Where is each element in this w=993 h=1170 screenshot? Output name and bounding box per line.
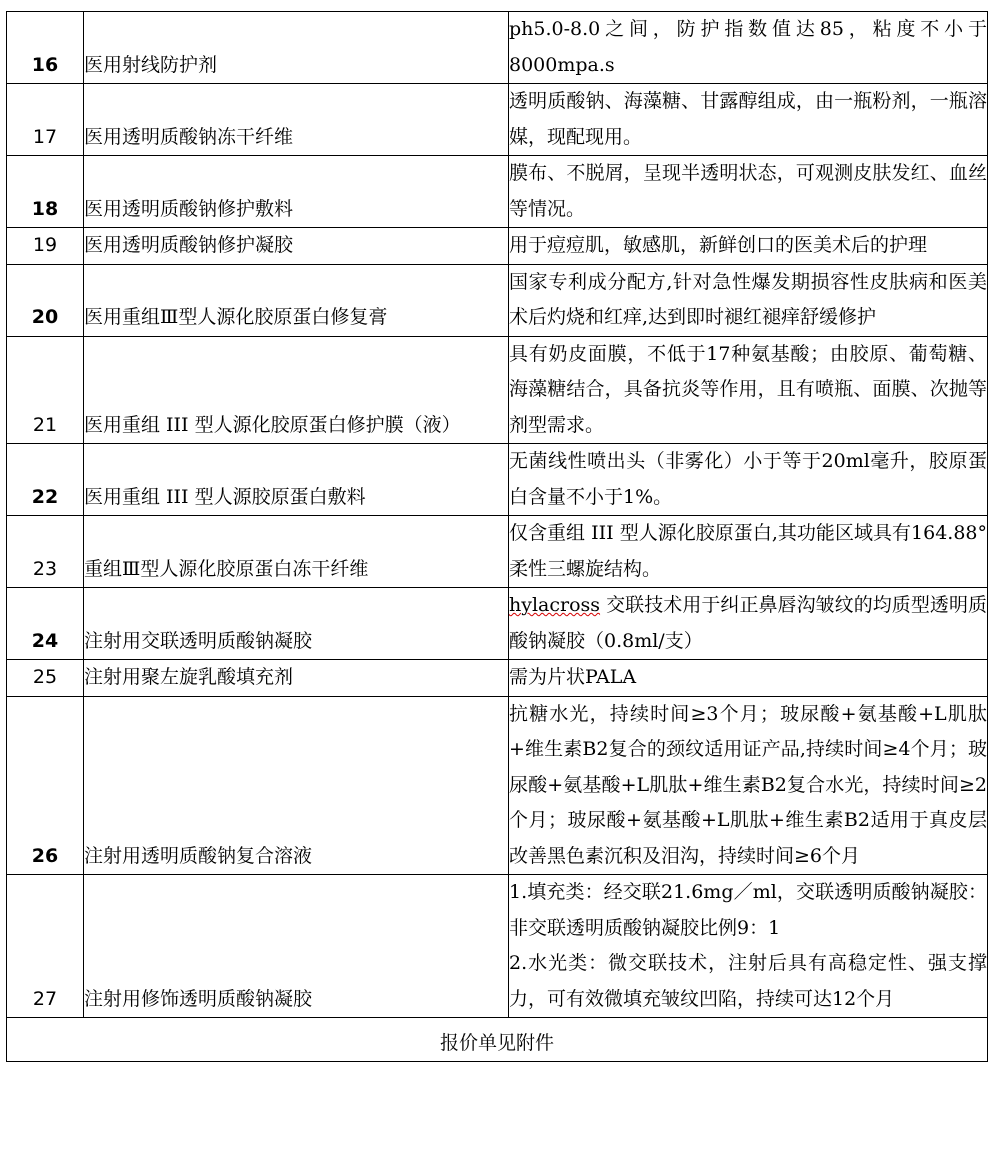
product-description xyxy=(509,588,988,660)
product-name: 医用射线防护剂 xyxy=(84,12,509,84)
spec-table-body xyxy=(7,12,988,1018)
row-number: 26 xyxy=(7,696,84,875)
row-number: 23 xyxy=(7,516,84,588)
description-paragraph: 无菌线性喷出头（非雾化）小于等于20ml毫升，胶原蛋白含量不小于1%。 xyxy=(509,450,987,508)
description-paragraph: 用于痘痘肌，敏感肌，新鲜创口的医美术后的护理 xyxy=(509,234,928,256)
row-number: 25 xyxy=(7,660,84,697)
table-row xyxy=(7,156,988,228)
description-paragraph: 仅含重组 III 型人源化胶原蛋白,其功能区域具有164.88°柔性三螺旋结构。 xyxy=(509,522,987,580)
row-number: 16 xyxy=(7,12,84,84)
product-name: 医用重组 III 型人源化胶原蛋白修护膜（液） xyxy=(84,336,509,444)
product-name: 注射用修饰透明质酸钠凝胶 xyxy=(84,875,509,1018)
product-name: 医用透明质酸钠冻干纤维 xyxy=(84,84,509,156)
row-number: 20 xyxy=(7,264,84,336)
row-number: 21 xyxy=(7,336,84,444)
product-description xyxy=(509,875,988,1018)
product-name: 医用透明质酸钠修护凝胶 xyxy=(84,228,509,265)
table-row xyxy=(7,84,988,156)
description-paragraph: 1.填充类：经交联21.6mg／ml，交联透明质酸钠凝胶：非交联透明质酸钠凝胶比例9：1 xyxy=(509,881,987,939)
row-number: 24 xyxy=(7,588,84,660)
product-name: 医用透明质酸钠修护敷料 xyxy=(84,156,509,228)
description-paragraph: ph5.0-8.0之间，防护指数值达85，粘度不小于8000mpa.s xyxy=(509,18,987,76)
table-row xyxy=(7,336,988,444)
table-row xyxy=(7,660,988,697)
product-description xyxy=(509,696,988,875)
table-row xyxy=(7,696,988,875)
product-name: 注射用聚左旋乳酸填充剂 xyxy=(84,660,509,697)
product-spec-table xyxy=(6,11,988,1062)
footer-note: 报价单见附件 xyxy=(7,1018,988,1062)
description-paragraph: 膜布、不脱屑，呈现半透明状态，可观测皮肤发红、血丝等情况。 xyxy=(509,162,987,220)
product-description xyxy=(509,264,988,336)
description-paragraph: 国家专利成分配方,针对急性爆发期损容性皮肤病和医美术后灼烧和红痒,达到即时褪红褪痒舒缓修护 xyxy=(509,270,987,328)
description-paragraph xyxy=(509,588,987,659)
product-description xyxy=(509,84,988,156)
row-number: 27 xyxy=(7,875,84,1018)
table-row xyxy=(7,264,988,336)
row-number: 19 xyxy=(7,228,84,265)
product-description xyxy=(509,156,988,228)
product-name: 医用重组 III 型人源胶原蛋白敷料 xyxy=(84,444,509,516)
description-paragraph: 抗糖水光，持续时间≥3个月；玻尿酸+氨基酸+L肌肽+维生素B2复合的颈纹适用证产品,持续时间≥4个月；玻尿酸+氨基酸+L肌肽+维生素B2复合水光，持续时间≥2个月；玻尿酸+氨基酸+L肌肽+维生素B2适用于真皮层改善黑色素沉积及泪沟，持续时间≥6个月 xyxy=(509,702,987,867)
product-name: 医用重组Ⅲ型人源化胶原蛋白修复膏 xyxy=(84,264,509,336)
table-row xyxy=(7,444,988,516)
product-description xyxy=(509,516,988,588)
table-row xyxy=(7,588,988,660)
product-name: 注射用交联透明质酸钠凝胶 xyxy=(84,588,509,660)
footer-row xyxy=(7,1018,988,1062)
product-name: 注射用透明质酸钠复合溶液 xyxy=(84,696,509,875)
table-row xyxy=(7,228,988,265)
product-description xyxy=(509,336,988,444)
product-description xyxy=(509,228,988,265)
row-number: 18 xyxy=(7,156,84,228)
product-name: 重组Ⅲ型人源化胶原蛋白冻干纤维 xyxy=(84,516,509,588)
table-row xyxy=(7,516,988,588)
product-description xyxy=(509,660,988,697)
table-row xyxy=(7,875,988,1018)
description-paragraph: 具有奶皮面膜，不低于17种氨基酸；由胶原、葡萄糖、海藻糖结合，具备抗炎等作用，且有喷瓶、面膜、次抛等剂型需求。 xyxy=(509,342,987,436)
row-number: 17 xyxy=(7,84,84,156)
product-description xyxy=(509,444,988,516)
spellcheck-flagged-word: hylacross xyxy=(509,594,601,616)
row-number: 22 xyxy=(7,444,84,516)
product-description xyxy=(509,12,988,84)
description-paragraph: 需为片状PALA xyxy=(509,666,637,688)
description-text: 交联技术用于纠正鼻唇沟皱纹的均质型透明质酸钠凝胶（0.8ml/支） xyxy=(509,594,987,652)
table-row xyxy=(7,12,988,84)
description-paragraph: 透明质酸钠、海藻糖、甘露醇组成，由一瓶粉剂，一瓶溶媒，现配现用。 xyxy=(509,90,987,148)
description-paragraph: 2.水光类：微交联技术，注射后具有高稳定性、强支撑力，可有效微填充皱纹凹陷，持续可达12个月 xyxy=(509,952,987,1010)
